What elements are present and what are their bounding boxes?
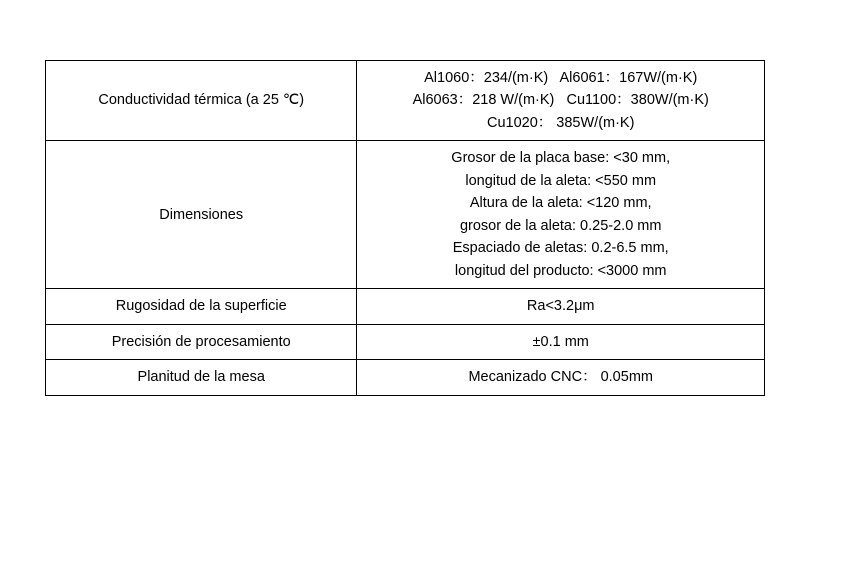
table-body <box>46 61 765 396</box>
row-value-surface-roughness <box>357 289 765 324</box>
value-line: longitud del producto: <3000 mm <box>454 262 667 279</box>
value-line: Al1060：234/(m·K) Al6061：167W/(m·K) <box>424 70 698 86</box>
row-value-thermal-conductivity <box>357 61 765 141</box>
value-line: Al6063：218 W/(m·K) Cu1100：380W/(m·K) <box>412 92 709 109</box>
specification-table-container <box>45 60 765 396</box>
value-line: Mecanizado CNC： 0.05mm <box>468 369 653 386</box>
value-line: Cu1020： 385W/(m·K) <box>486 114 635 131</box>
row-label-thermal-conductivity: Conductividad térmica (a 25 ℃) <box>46 61 357 141</box>
row-value-dimensions <box>357 141 765 289</box>
value-line: Espaciado de aletas: 0.2-6.5 mm, <box>452 240 669 257</box>
row-value-table-flatness <box>357 360 765 395</box>
value-line: longitud de la aleta: <550 mm <box>465 172 657 189</box>
value-line: ±0.1 mm <box>532 333 589 350</box>
row-label-table-flatness: Planitud de la mesa <box>46 360 357 395</box>
table-row <box>46 360 765 395</box>
value-line: Ra<3.2μm <box>526 298 595 315</box>
table-row <box>46 141 765 289</box>
value-line: grosor de la aleta: 0.25-2.0 mm <box>459 217 662 234</box>
row-label-dimensions: Dimensiones <box>46 141 357 289</box>
row-label-surface-roughness: Rugosidad de la superficie <box>46 289 357 324</box>
specification-table <box>45 60 765 396</box>
value-line: Grosor de la placa base: <30 mm, <box>451 150 671 167</box>
value-line: Altura de la aleta: <120 mm, <box>469 195 652 212</box>
table-row <box>46 289 765 324</box>
row-value-processing-precision <box>357 324 765 359</box>
row-label-processing-precision: Precisión de procesamiento <box>46 324 357 359</box>
table-row <box>46 61 765 141</box>
table-row <box>46 324 765 359</box>
